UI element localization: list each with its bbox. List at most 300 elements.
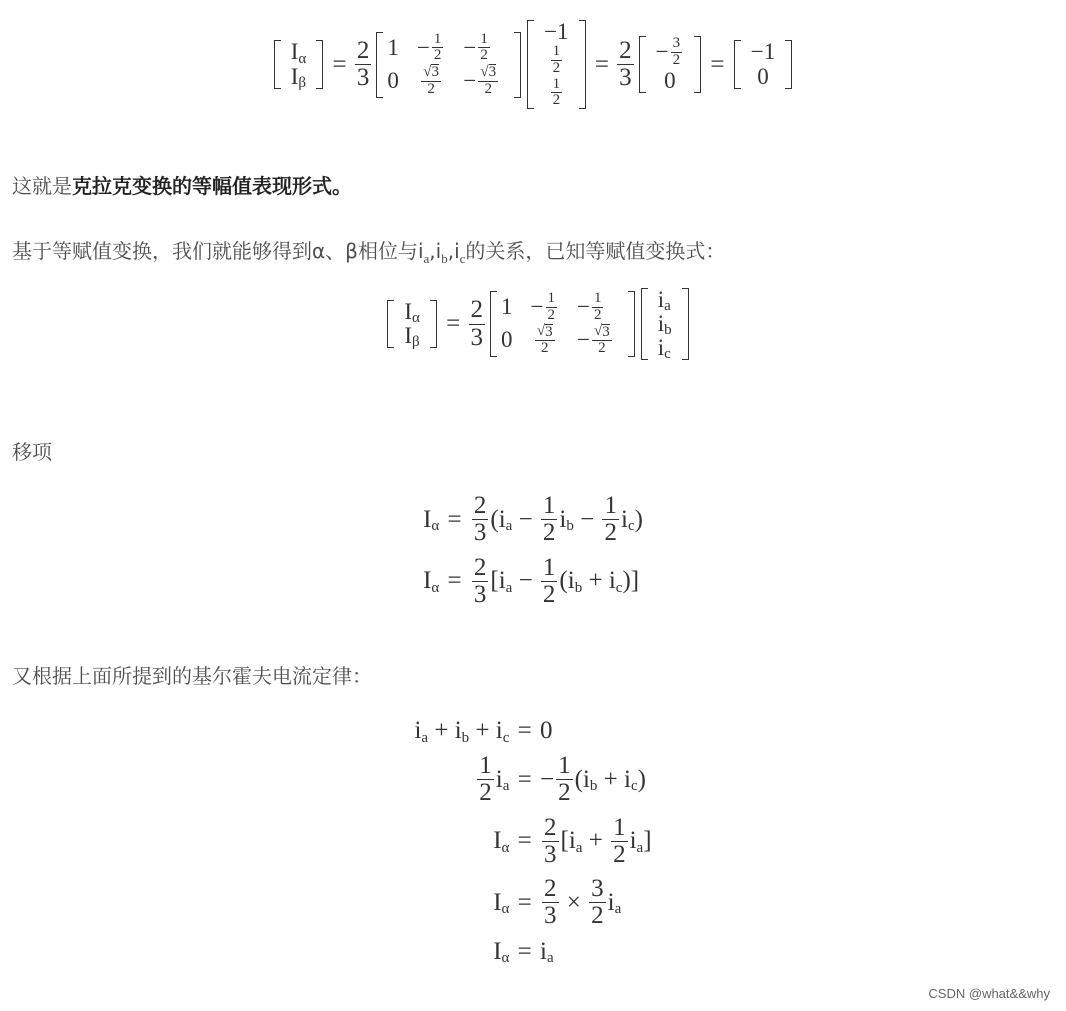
matrix-table [281, 39, 317, 91]
math-subscript: a [614, 901, 622, 918]
math-group [414, 717, 509, 745]
fraction-denominator [472, 520, 489, 546]
math-text: × [560, 888, 588, 916]
paragraph-rearrange: 移项 [12, 440, 52, 464]
fraction-numerator [421, 64, 441, 82]
subscript: c [459, 251, 466, 266]
fraction-numerator [478, 32, 490, 49]
matrix-row [646, 69, 694, 93]
math-group [540, 717, 652, 745]
math-text: 3 [619, 64, 632, 92]
left-bracket [527, 20, 534, 109]
equation-line [423, 552, 643, 612]
equals-sign: = [511, 765, 538, 793]
math-group [414, 753, 509, 807]
math-group [540, 815, 652, 869]
sqrt-radicand: 3 [431, 64, 439, 81]
matrix-row [497, 324, 628, 358]
math-text: 2 [613, 840, 626, 868]
math-text: 2 [433, 47, 442, 64]
equals-sign: = [441, 505, 468, 533]
math-text: i [414, 717, 422, 744]
fraction-numerator [355, 38, 372, 65]
matrix-row [281, 65, 317, 89]
math-text: ] [643, 827, 652, 855]
math-text: 0 [664, 67, 676, 93]
math-subscript: a [636, 839, 644, 856]
math-fraction [477, 753, 494, 807]
math-text: 3 [591, 875, 604, 902]
math-text: = [704, 50, 731, 78]
math-text: 3 [672, 35, 681, 52]
math-fraction [542, 876, 559, 930]
math-text: 2 [542, 519, 556, 547]
equation-lhs [414, 714, 509, 748]
math-text: − [512, 505, 539, 533]
fraction-denominator [541, 520, 558, 546]
math-fraction [432, 32, 444, 65]
matrix-row [534, 77, 578, 110]
left-bracket [274, 40, 281, 88]
math-text: i [608, 567, 616, 595]
math-subscripted [404, 323, 420, 351]
math-text: 3 [356, 64, 370, 92]
right-bracket [514, 32, 521, 98]
math-group [417, 32, 445, 65]
math-text: i [657, 311, 665, 337]
math-text: I [423, 567, 432, 595]
math-subscript: b [461, 729, 470, 746]
math-text: I [290, 39, 299, 65]
left-bracket [734, 40, 741, 88]
fraction-denominator [617, 65, 634, 91]
equation-lines [412, 712, 653, 971]
math-subscript: α [501, 839, 510, 856]
math-subscript: b [574, 579, 583, 596]
math-text: i [620, 505, 628, 533]
fraction-numerator [472, 493, 489, 520]
math-text: 2 [604, 519, 617, 547]
math-text: 2 [427, 80, 435, 97]
math-text: ) [637, 765, 646, 793]
fraction-denominator [589, 903, 606, 929]
matrix-cell [646, 36, 694, 69]
math-text: 0 [501, 327, 513, 353]
matrix-cell [534, 77, 578, 110]
equation-rhs [540, 750, 652, 810]
subscript: b [441, 251, 448, 266]
matrix-row [383, 64, 514, 98]
equation-line [423, 490, 643, 550]
fraction-denominator [611, 842, 628, 868]
math-text: − [655, 39, 669, 65]
math-subscripted [608, 889, 622, 917]
math-fraction [535, 324, 555, 358]
fraction-denominator [546, 308, 558, 324]
fraction-denominator [539, 341, 551, 357]
math-text: 1 [552, 43, 561, 60]
math-subscripted [630, 827, 644, 855]
right-bracket [430, 300, 437, 348]
math-text: − [530, 294, 544, 320]
fraction-denominator [355, 65, 372, 91]
matrix-table [646, 36, 694, 93]
math-fraction [355, 38, 372, 92]
paragraph-kirchhoff: 又根据上面所提到的基尔霍夫电流定律： [12, 664, 372, 688]
math-text: 2 [591, 902, 604, 930]
sqrt-icon: √ [536, 323, 546, 340]
matrix-cell [573, 291, 628, 324]
math-subscripted [496, 717, 510, 745]
fraction-denominator [477, 780, 494, 806]
text: 基于等赋值变换，我们就能够得到α、β相位与i [12, 239, 424, 263]
fraction-denominator [551, 61, 563, 77]
matrix-row [534, 44, 578, 77]
math-text: + [582, 827, 610, 855]
math-matrix [387, 299, 437, 351]
matrix-cell [573, 324, 628, 358]
fraction-numerator [589, 876, 606, 903]
matrix-cell [413, 64, 459, 98]
matrix-row [741, 65, 785, 89]
math-text: [ [560, 827, 569, 855]
fraction-denominator [592, 308, 604, 324]
math-text: 0 [540, 717, 553, 744]
math-subscripted [624, 766, 638, 794]
math-text: 2 [480, 47, 488, 64]
equation-line [414, 714, 651, 748]
math-text: i [657, 287, 665, 312]
fraction-denominator [425, 82, 437, 98]
math-text: 1 [542, 553, 556, 581]
math-subscripted [657, 335, 672, 363]
math-text: 2 [598, 340, 606, 357]
math-subscript: c [502, 729, 510, 746]
math-text: I [493, 888, 502, 916]
watermark: CSDN @what&&why [928, 986, 1050, 1001]
math-group [540, 876, 652, 930]
math-text: 2 [542, 580, 556, 608]
math-sqrt [480, 64, 496, 81]
matrix-row [741, 40, 785, 64]
text: ,i [429, 239, 442, 263]
math-matrix [527, 20, 585, 109]
right-bracket [694, 36, 701, 93]
math-text: 2 [544, 875, 557, 902]
math-subscripted [414, 889, 509, 917]
math-fraction [469, 297, 486, 351]
math-subscript: c [630, 778, 638, 795]
equation-rearranged [0, 488, 1066, 613]
math-text: i [624, 765, 631, 793]
math-subscript: b [664, 322, 672, 339]
equation-rhs [540, 873, 652, 933]
math-subscripted [499, 567, 513, 595]
equation-lhs [414, 750, 509, 810]
math-subscripted [540, 938, 554, 966]
left-bracket [376, 32, 383, 98]
matrix-cell [394, 323, 430, 351]
matrix-row [497, 291, 628, 324]
math-subscripted [621, 506, 635, 534]
equation-lhs [414, 935, 509, 969]
math-subscripted [423, 506, 439, 534]
matrix-row [648, 336, 682, 360]
math-subscript: α [412, 310, 420, 327]
math-group [577, 291, 614, 324]
equation-clarke-transform [0, 287, 1066, 363]
math-text: 2 [558, 779, 571, 807]
matrix-row [394, 324, 430, 348]
fraction-numerator [611, 815, 628, 842]
math-fraction [551, 44, 563, 77]
matrix-table [394, 299, 430, 351]
math-text: 1 [480, 30, 488, 47]
matrix-cell [648, 287, 682, 315]
math-text: 1 [433, 30, 442, 47]
equation-rhs [470, 552, 643, 612]
matrix-table [648, 287, 682, 363]
right-bracket [682, 288, 689, 360]
math-text: I [423, 505, 432, 533]
math-subscripted [414, 827, 509, 855]
math-group [531, 291, 559, 324]
math-text: −1 [750, 39, 776, 65]
math-text: I [493, 827, 502, 855]
math-subscripted [499, 506, 513, 534]
fraction-numerator [541, 493, 558, 520]
matrix-cell [497, 324, 527, 358]
fraction-numerator [541, 555, 558, 582]
math-subscript: a [505, 518, 513, 535]
math-subscripted [290, 39, 307, 67]
math-fraction [472, 555, 489, 609]
equation-line [414, 750, 651, 810]
math-group [540, 753, 652, 807]
fraction-denominator [541, 582, 558, 608]
matrix-cell [394, 299, 430, 327]
math-text: i [629, 827, 637, 855]
matrix-row [383, 32, 514, 65]
math-text: + [469, 717, 496, 744]
right-bracket [628, 291, 635, 357]
math-text: − [463, 34, 477, 60]
math-text: )] [622, 567, 640, 595]
matrix-cell [459, 64, 514, 98]
math-text: [ [490, 567, 499, 595]
math-subscripted [569, 827, 583, 855]
math-fraction [602, 493, 619, 547]
math-subscripted [423, 567, 439, 595]
math-text: I [404, 299, 413, 325]
equation-rhs [470, 490, 643, 550]
math-text: i [495, 765, 503, 793]
math-subscripted [583, 766, 597, 794]
math-text: i [498, 505, 506, 533]
math-text: I [493, 937, 502, 965]
math-group [384, 287, 691, 363]
math-subscripted [568, 567, 582, 595]
matrix-cell [741, 65, 785, 89]
math-text: 1 [552, 75, 561, 92]
right-bracket [316, 40, 323, 88]
math-text: − [512, 567, 539, 595]
math-text: 1 [593, 290, 602, 307]
math-matrix [490, 291, 635, 357]
math-text: 1 [501, 294, 513, 320]
matrix-table [741, 40, 785, 88]
math-text: ( [559, 567, 568, 595]
text: ,i [447, 239, 460, 263]
equation-lhs [414, 812, 509, 872]
math-subscripted [404, 299, 420, 327]
math-fraction [541, 555, 558, 609]
math-subscripted [609, 567, 623, 595]
math-sqrt [423, 64, 439, 81]
paragraph-relation [12, 237, 725, 273]
math-subscripted [414, 938, 509, 966]
math-sqrt [594, 324, 610, 341]
math-text: + [428, 717, 455, 744]
math-text: 2 [473, 553, 487, 581]
math-text: − [577, 327, 590, 353]
math-group [577, 324, 614, 358]
math-subscripted [455, 717, 469, 745]
math-group [540, 938, 652, 966]
math-text: − [540, 765, 555, 793]
fraction-numerator [478, 64, 498, 82]
math-fraction [542, 815, 559, 869]
math-subscript: c [627, 518, 635, 535]
fraction-numerator [542, 815, 559, 842]
matrix-table [534, 20, 578, 109]
math-text: 2 [541, 340, 549, 357]
matrix-cell [383, 32, 413, 65]
math-text: − [463, 67, 477, 93]
equation-rhs [540, 812, 652, 872]
fraction-denominator [602, 520, 619, 546]
fraction-denominator [671, 53, 683, 69]
fraction-denominator [472, 582, 489, 608]
math-subscript: c [664, 346, 671, 363]
left-bracket [641, 288, 648, 360]
math-subscript: α [501, 950, 510, 966]
math-text: 2 [484, 80, 492, 97]
math-text: 2 [479, 779, 492, 807]
fraction-numerator [556, 753, 573, 780]
math-subscripted [414, 717, 428, 745]
math-fraction [478, 64, 498, 98]
matrix-table [383, 32, 514, 98]
math-text: + [597, 765, 624, 793]
matrix-cell [413, 32, 459, 65]
math-text: 1 [387, 34, 399, 60]
matrix-cell [527, 324, 573, 358]
math-subscript: α [501, 901, 510, 918]
sqrt-radicand: 3 [488, 64, 497, 81]
math-text: ( [574, 765, 583, 793]
fraction-denominator [542, 903, 559, 929]
matrix-table [497, 291, 628, 357]
fraction-numerator [671, 36, 683, 53]
fraction-numerator [592, 324, 612, 342]
matrix-cell [646, 69, 694, 93]
matrix-row [534, 20, 578, 44]
math-group [656, 36, 684, 69]
fraction-numerator [617, 38, 634, 65]
math-subscripted [496, 766, 510, 794]
equation-rhs [540, 714, 652, 748]
equation-line [414, 935, 651, 969]
math-subscripted [291, 65, 307, 89]
fraction-denominator [542, 842, 559, 868]
math-text: i [559, 505, 567, 533]
math-text: 0 [757, 63, 769, 89]
math-fraction [551, 77, 563, 110]
math-text: 1 [547, 290, 555, 307]
math-subscript: β [298, 74, 307, 91]
math-subscript: a [421, 729, 429, 746]
math-fraction [421, 64, 441, 98]
math-text: 2 [470, 296, 484, 324]
math-text: −1 [544, 19, 569, 44]
right-bracket [785, 40, 792, 88]
math-text: I [290, 63, 299, 89]
math-subscript: a [664, 298, 671, 315]
math-matrix [376, 32, 521, 98]
math-group [271, 20, 796, 109]
math-text: ( [490, 505, 499, 533]
matrix-row [648, 312, 682, 336]
math-group [463, 64, 500, 98]
equation-lhs [423, 490, 439, 550]
math-text: 2 [544, 813, 557, 841]
math-text: 2 [547, 306, 555, 323]
fraction-numerator [472, 555, 489, 582]
fraction-numerator [432, 32, 444, 49]
math-subscripted [559, 506, 573, 534]
sqrt-icon: √ [480, 63, 489, 80]
fraction-numerator [542, 876, 559, 903]
matrix-cell [648, 311, 682, 339]
fraction-denominator [551, 93, 563, 109]
sqrt-radicand: 3 [602, 323, 610, 340]
math-group [470, 493, 643, 547]
equation-lhs [423, 552, 439, 612]
fraction-numerator [551, 44, 563, 61]
math-subscript: α [298, 50, 307, 67]
left-bracket [639, 36, 646, 93]
math-fraction [611, 815, 628, 869]
math-text: 1 [542, 492, 556, 519]
matrix-cell [741, 40, 785, 64]
sqrt-radicand: 3 [545, 323, 553, 340]
math-subscript: β [412, 334, 420, 351]
matrix-cell [648, 335, 682, 363]
math-text: 2 [552, 59, 561, 76]
math-fraction [478, 32, 490, 65]
math-text: 2 [356, 36, 370, 64]
equals-sign: = [511, 717, 538, 744]
fraction-numerator [477, 753, 494, 780]
math-text: 2 [672, 52, 681, 68]
math-fraction [541, 493, 558, 547]
math-group [463, 32, 500, 65]
math-fraction [592, 291, 604, 324]
math-text: i [607, 888, 615, 916]
text: 的关系，已知等赋值变换式： [465, 239, 726, 263]
math-text: I [404, 323, 413, 349]
